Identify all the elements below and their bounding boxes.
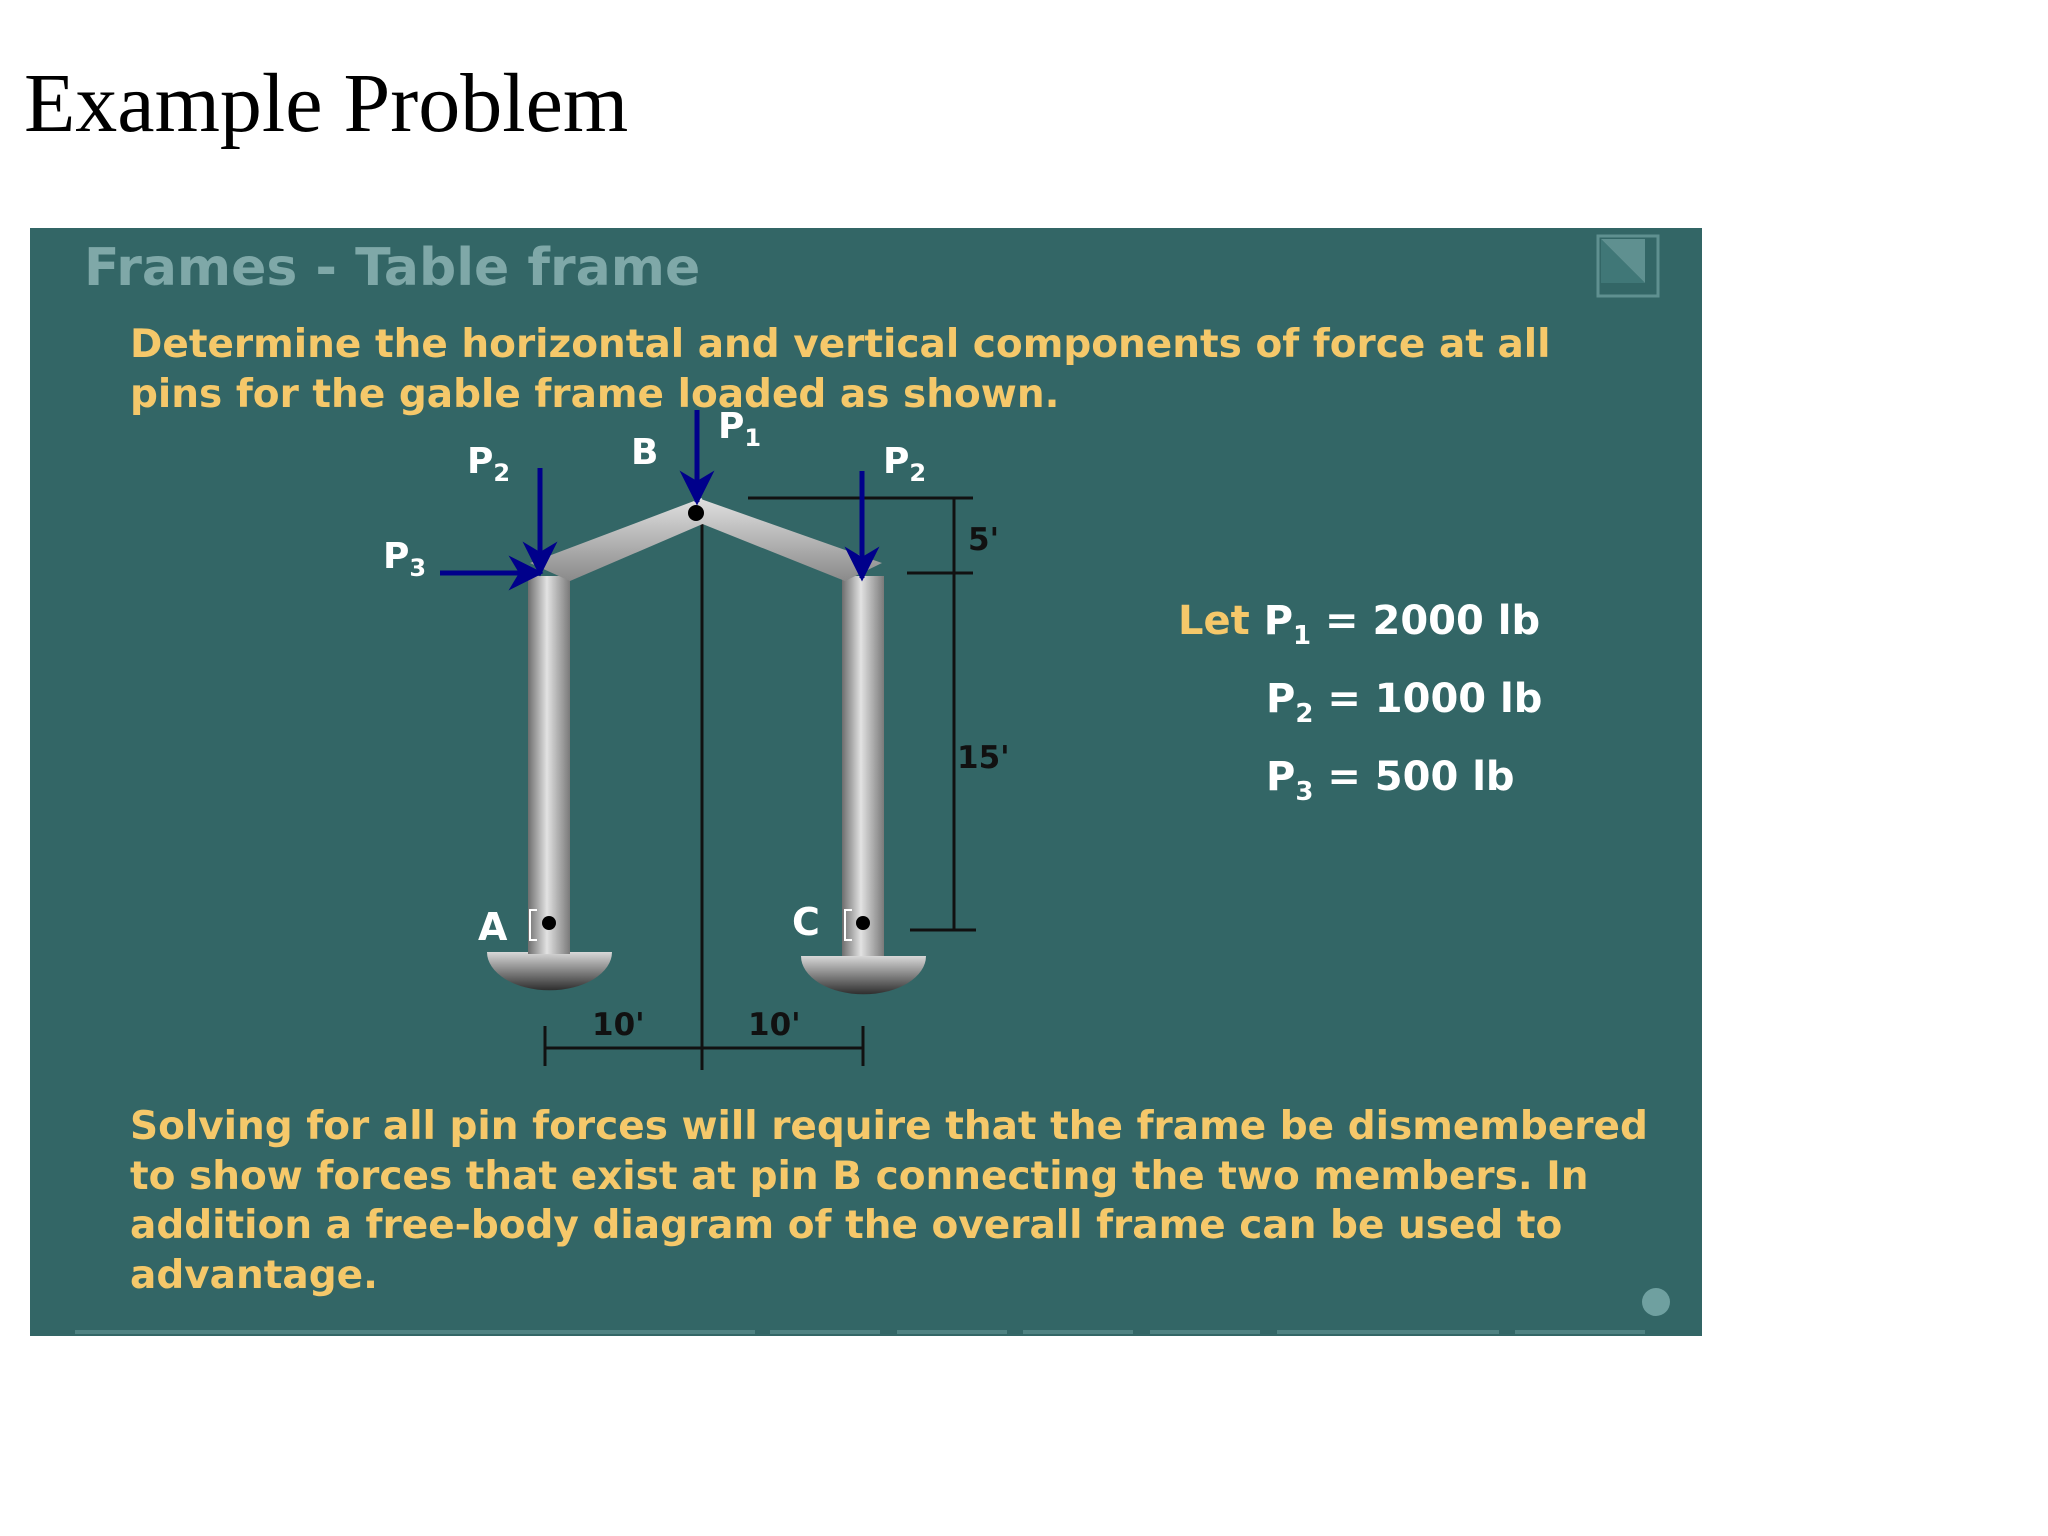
rafter-left	[530, 498, 705, 581]
pin-b	[688, 505, 704, 521]
label-p3: $P_3$	[383, 536, 427, 582]
nav-tab[interactable]	[1023, 1330, 1133, 1334]
given-p1	[1178, 598, 1540, 651]
given-p3-sub: 3	[1295, 777, 1314, 807]
nav-tab[interactable]	[770, 1330, 880, 1334]
dim-label-span-left: 10'	[592, 1007, 645, 1043]
solution-note: Solving for all pin forces will require that the frame be dismembered to show forces that exist at pin B connecting the two members. In addition a free-body diagram of the overall frame can be used to advantage.	[130, 1104, 1648, 1298]
support-base-left	[487, 952, 612, 990]
dim-label-rise: 5'	[968, 522, 1000, 558]
given-p1-sub: 1	[1293, 621, 1312, 651]
pin-a	[542, 916, 556, 930]
pin-c	[856, 916, 870, 930]
nav-tab[interactable]	[1150, 1330, 1260, 1334]
support-base-right	[801, 956, 926, 994]
given-p2	[1266, 676, 1542, 729]
column-right	[842, 576, 884, 956]
label-p2-left: $P_2$	[467, 441, 511, 487]
problem-statement: Determine the horizontal and vertical components of force at all pins for the gable frame loaded as shown.	[130, 322, 1551, 417]
given-p3	[1266, 754, 1515, 807]
column-left	[528, 576, 570, 954]
given-p3-value: = 500 lb	[1327, 754, 1515, 800]
nav-tab[interactable]	[75, 1330, 755, 1334]
given-p2-symbol: P	[1266, 676, 1296, 722]
dim-label-span-right: 10'	[748, 1007, 801, 1043]
given-p3-symbol: P	[1266, 754, 1296, 800]
label-p1: $P_1$	[718, 406, 762, 452]
nav-tabs	[75, 1330, 1675, 1336]
rafter-right	[698, 498, 882, 581]
dim-label-height: 15'	[957, 740, 1010, 776]
label-p2-right: $P_2$	[883, 441, 927, 487]
problem-panel	[30, 228, 1702, 1336]
circle-dot-icon[interactable]	[1642, 1288, 1670, 1316]
given-p1-value: = 2000 lb	[1325, 598, 1541, 644]
label-b: B	[631, 432, 659, 473]
nav-tab[interactable]	[1277, 1330, 1499, 1334]
dimension-lines	[545, 498, 976, 1070]
nav-tab[interactable]	[897, 1330, 1007, 1334]
given-p1-symbol: P	[1263, 598, 1294, 644]
given-p2-sub: 2	[1295, 699, 1314, 729]
nav-tab[interactable]	[1515, 1330, 1645, 1334]
label-c: C	[792, 900, 820, 944]
panel-title: Frames - Table frame	[84, 238, 701, 298]
slide-title: Example Problem	[24, 57, 629, 150]
label-a: A	[478, 905, 508, 949]
given-p2-value: = 1000 lb	[1327, 676, 1543, 722]
let-label: Let	[1178, 598, 1250, 644]
